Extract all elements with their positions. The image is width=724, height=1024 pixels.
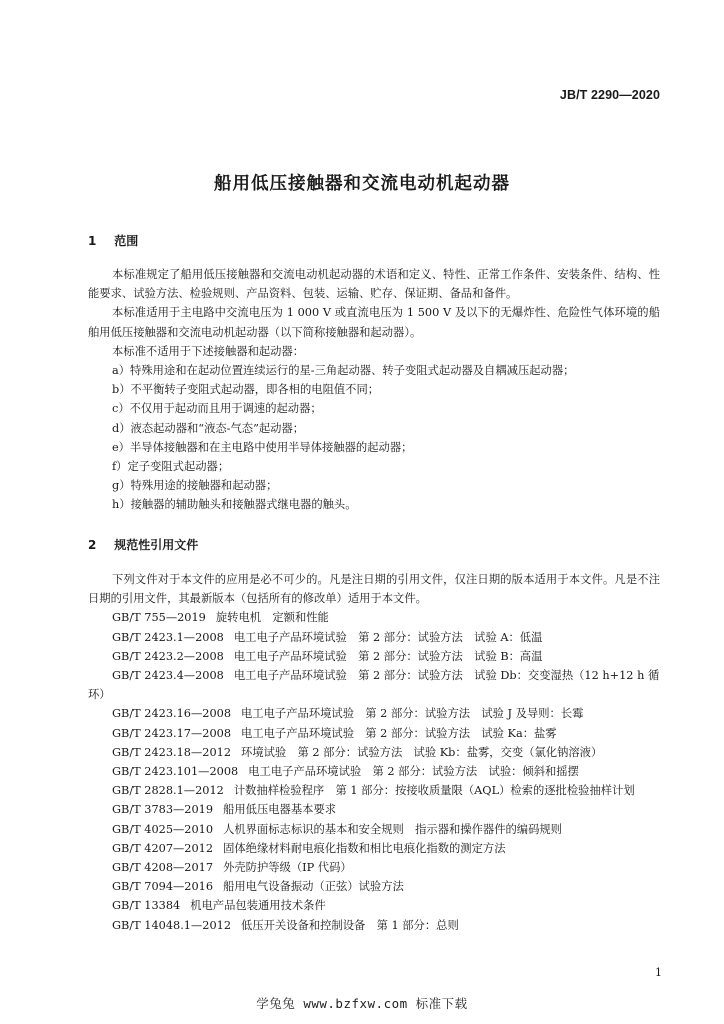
reference-item	[88, 916, 660, 935]
reference-title: 电工电子产品环境试验 第 2 部分：试验方法 试验 A：低温	[233, 630, 543, 644]
reference-title: 船用电气设备振动（正弦）试验方法	[223, 880, 404, 894]
reference-code: GB/T 2423.4—2008	[112, 669, 224, 683]
reference-code: GB/T 2423.1—2008	[112, 630, 224, 644]
reference-list	[88, 608, 660, 934]
reference-code: GB/T 2423.101—2008	[112, 765, 239, 779]
reference-title: 计数抽样检验程序 第 1 部分：按接收质量限（AQL）检索的逐批检验抽样计划	[233, 784, 635, 798]
exclusion-item: c）不仅用于起动而且用于调速的起动器；	[112, 402, 322, 416]
page-number: 1	[655, 966, 662, 979]
reference-code: GB/T 2828.1—2012	[112, 784, 224, 798]
scope-paragraph: 本标准适用于主电路中交流电压为 1 000 V 或直流电压为 1 500 V 及以下的无爆炸性、危险性气体环境的船舶用低压接触器和交流电动机起动器（以下简称接触器和起动器）。	[88, 306, 660, 339]
scope-paragraph: 本标准规定了船用低压接触器和交流电动机起动器的术语和定义、特性、正常工作条件、安装条件、结构、性能要求、试验方法、检验规则、产品资料、包装、运输、贮存、保证期、备品和备件。	[88, 268, 660, 301]
reference-item	[88, 877, 660, 896]
reference-code: GB/T 14048.1—2012	[112, 918, 232, 932]
reference-item	[88, 704, 660, 723]
reference-item	[88, 896, 660, 915]
section-heading-scope	[88, 232, 138, 249]
reference-title: 电工电子产品环境试验 第 2 部分：试验方法 试验 Db：交变湿热（12 h+12 h 循环）	[88, 669, 660, 702]
reference-item	[88, 858, 660, 877]
reference-item	[88, 820, 660, 839]
reference-item	[88, 608, 660, 627]
reference-title: 电工电子产品环境试验 第 2 部分：试验方法 试验 B：高温	[233, 649, 543, 663]
reference-code: GB/T 3783—2019	[112, 803, 214, 817]
reference-code: GB/T 2423.17—2008	[112, 726, 232, 740]
reference-title: 环境试验 第 2 部分：试验方法 试验 Kb：盐雾，交变（氯化钠溶液）	[241, 745, 603, 759]
document-title: 船用低压接触器和交流电动机起动器	[214, 174, 510, 194]
section-title: 范围	[114, 234, 139, 248]
scope-body	[88, 265, 660, 515]
reference-title: 电工电子产品环境试验 第 2 部分：试验方法 试验 Ka：盐雾	[241, 726, 557, 740]
reference-code: GB/T 755—2019	[112, 611, 206, 625]
scope-paragraph: 本标准不适用于下述接触器和起动器：	[112, 344, 305, 358]
reference-item	[88, 781, 660, 800]
reference-title: 电工电子产品环境试验 第 2 部分：试验方法 试验 J 及导则：长霉	[241, 707, 584, 721]
references-intro: 下列文件对于本文件的应用是必不可少的。凡是注日期的引用文件，仅注日期的版本适用于本文件。凡是不注日期的引用文件，其最新版本（包括所有的修改单）适用于本文件。	[88, 573, 660, 606]
exclusion-item: h）接触器的辅助触头和接触器式继电器的触头。	[112, 498, 357, 512]
standard-code: JB/T 2290—2020	[559, 88, 660, 102]
exclusion-item: f）定子变阻式起动器；	[112, 460, 230, 474]
exclusion-item: g）特殊用途的接触器和起动器；	[112, 479, 278, 493]
reference-title: 电工电子产品环境试验 第 2 部分：试验方法 试验：倾斜和摇摆	[248, 765, 579, 779]
exclusion-item: a）特殊用途和在起动位置连续运行的星-三角起动器、转子变阻式起动器及自耦减压起动器；	[112, 364, 575, 378]
section-title: 规范性引用文件	[114, 538, 199, 552]
reference-code: GB/T 4207—2012	[112, 841, 214, 855]
reference-code: GB/T 2423.16—2008	[112, 707, 232, 721]
reference-code: GB/T 2423.18—2012	[112, 745, 232, 759]
section-number: 2	[88, 538, 97, 552]
section-heading-normative-references	[88, 536, 198, 553]
exclusion-item: d）液态起动器和“液态-气态”起动器；	[112, 421, 305, 435]
reference-title: 旋转电机 定额和性能	[215, 611, 329, 625]
reference-item	[88, 743, 660, 762]
reference-item	[88, 666, 660, 704]
references-body	[88, 570, 660, 935]
watermark-text: 学兔兔 www.bzfxw.com 标准下载	[256, 996, 468, 1011]
reference-item	[88, 647, 660, 666]
reference-code: GB/T 4025—2010	[112, 822, 214, 836]
reference-item	[88, 628, 660, 647]
reference-title: 船用低压电器基本要求	[223, 803, 337, 817]
reference-code: GB/T 13384	[112, 899, 181, 913]
reference-title: 固体绝缘材料耐电痕化指数和相比电痕化指数的测定方法	[223, 841, 506, 855]
reference-item	[88, 724, 660, 743]
reference-item	[88, 762, 660, 781]
reference-item	[88, 800, 660, 819]
exclusion-item: b）不平衡转子变阻式起动器，即各相的电阻值不同；	[112, 383, 380, 397]
reference-title: 人机界面标志标识的基本和安全规则 指示器和操作器件的编码规则	[223, 822, 562, 836]
reference-item	[88, 839, 660, 858]
section-number: 1	[88, 234, 97, 248]
reference-code: GB/T 7094—2016	[112, 880, 214, 894]
reference-title: 机电产品包装通用技术条件	[190, 899, 326, 913]
reference-title: 低压开关设备和控制设备 第 1 部分：总则	[241, 918, 459, 932]
reference-code: GB/T 2423.2—2008	[112, 649, 224, 663]
reference-code: GB/T 4208—2017	[112, 861, 214, 875]
reference-title: 外壳防护等级（IP 代码）	[223, 861, 352, 875]
exclusion-item: e）半导体接触器和在主电路中使用半导体接触器的起动器；	[112, 440, 413, 454]
